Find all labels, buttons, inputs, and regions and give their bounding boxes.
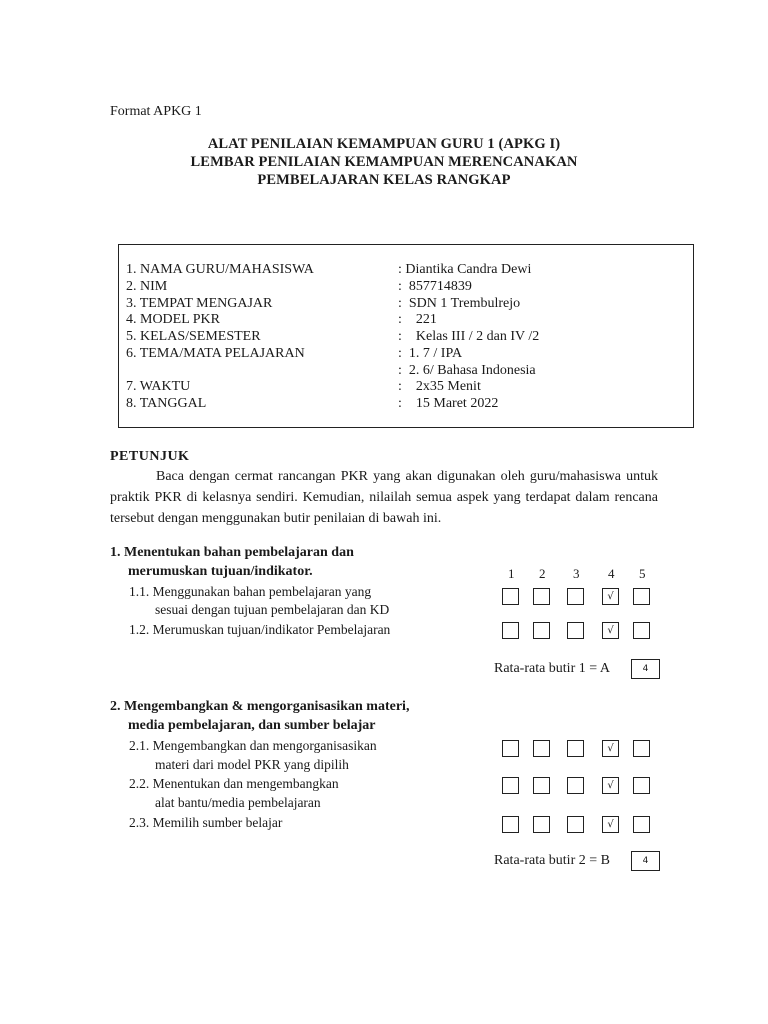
scale-label-1: 1 <box>508 566 515 581</box>
section-1-title-cont: merumuskan tujuan/indikator. <box>128 564 313 579</box>
score-checkbox-4-checked[interactable]: √ <box>602 740 619 757</box>
identity-value: : 221 <box>398 312 437 327</box>
identity-value: : Kelas III / 2 dan IV /2 <box>398 329 540 344</box>
score-checkbox-5[interactable] <box>633 816 650 833</box>
doc-title-line-3: PEMBELAJARAN KELAS RANGKAP <box>257 172 511 188</box>
identity-label: 7. WAKTU <box>126 379 191 394</box>
scale-label-5: 5 <box>639 566 646 581</box>
petunjuk-paragraph <box>110 466 658 529</box>
score-checkbox-1[interactable] <box>502 740 519 757</box>
identity-label: 4. MODEL PKR <box>126 312 220 327</box>
score-checkbox-3[interactable] <box>567 777 584 794</box>
score-checkbox-2[interactable] <box>533 777 550 794</box>
identity-value: : 857714839 <box>398 279 472 294</box>
identity-label: 3. TEMPAT MENGAJAR <box>126 296 273 311</box>
score-checkbox-3[interactable] <box>567 622 584 639</box>
format-label: Format APKG 1 <box>110 104 202 119</box>
score-checkbox-1[interactable] <box>502 622 519 639</box>
score-checkbox-4-checked[interactable]: √ <box>602 816 619 833</box>
item-1-1-text-cont: sesuai dengan tujuan pembelajaran dan KD <box>155 602 390 617</box>
score-checkbox-5[interactable] <box>633 588 650 605</box>
section-1-title: 1. Menentukan bahan pembelajaran dan <box>110 545 354 560</box>
identity-label: 5. KELAS/SEMESTER <box>126 329 261 344</box>
score-checkbox-5[interactable] <box>633 777 650 794</box>
section-2-title: 2. Mengembangkan & mengorganisasikan materi, <box>110 699 410 714</box>
score-checkbox-2[interactable] <box>533 740 550 757</box>
average-1-value: 4 <box>631 659 660 679</box>
score-checkbox-2[interactable] <box>533 588 550 605</box>
score-checkbox-5[interactable] <box>633 740 650 757</box>
petunjuk-text: Baca dengan cermat rancangan PKR yang akan digunakan oleh guru/mahasiswa untuk praktik PKR di kelasnya sendiri. Kemudian, nilailah semua aspek yang terdapat dalam rencana tersebut dengan menggunakan butir penilaian di bawah ini. <box>110 469 658 526</box>
item-2-1-text: 2.1. Mengembangkan dan mengorganisasikan <box>129 738 377 753</box>
item-1-2-text: 1.2. Merumuskan tujuan/indikator Pembelajaran <box>129 622 391 637</box>
score-checkbox-1[interactable] <box>502 777 519 794</box>
identity-value: : 15 Maret 2022 <box>398 396 499 411</box>
identity-value: : 2x35 Menit <box>398 379 481 394</box>
identity-value: : Diantika Candra Dewi <box>398 262 532 277</box>
petunjuk-title: PETUNJUK <box>110 449 190 464</box>
score-checkbox-4-checked[interactable]: √ <box>602 622 619 639</box>
identity-label: 6. TEMA/MATA PELAJARAN <box>126 346 305 361</box>
doc-title-line-2: LEMBAR PENILAIAN KEMAMPUAN MERENCANAKAN <box>190 154 578 170</box>
scale-label-3: 3 <box>573 566 580 581</box>
identity-label: 1. NAMA GURU/MAHASISWA <box>126 262 314 277</box>
score-checkbox-2[interactable] <box>533 816 550 833</box>
identity-box <box>118 244 694 428</box>
doc-title-line-1: ALAT PENILAIAN KEMAMPUAN GURU 1 (APKG I) <box>207 136 561 152</box>
section-2-title-cont: media pembelajaran, dan sumber belajar <box>128 718 376 733</box>
score-checkbox-3[interactable] <box>567 816 584 833</box>
scale-label-4: 4 <box>608 566 615 581</box>
score-checkbox-4-checked[interactable]: √ <box>602 588 619 605</box>
score-checkbox-2[interactable] <box>533 622 550 639</box>
identity-value: : 2. 6/ Bahasa Indonesia <box>398 363 536 378</box>
score-checkbox-5[interactable] <box>633 622 650 639</box>
scale-label-2: 2 <box>539 566 546 581</box>
score-checkbox-3[interactable] <box>567 588 584 605</box>
item-2-2-text: 2.2. Menentukan dan mengembangkan <box>129 776 339 791</box>
score-checkbox-3[interactable] <box>567 740 584 757</box>
score-checkbox-1[interactable] <box>502 816 519 833</box>
item-1-1-text: 1.1. Menggunakan bahan pembelajaran yang <box>129 584 372 599</box>
item-2-1-text-cont: materi dari model PKR yang dipilih <box>155 757 349 772</box>
item-2-2-text-cont: alat bantu/media pembelajaran <box>155 795 321 810</box>
identity-value: : SDN 1 Trembulrejo <box>398 296 521 311</box>
identity-label: 2. NIM <box>126 279 168 294</box>
score-checkbox-1[interactable] <box>502 588 519 605</box>
score-checkbox-4-checked[interactable]: √ <box>602 777 619 794</box>
identity-label: 8. TANGGAL <box>126 396 207 411</box>
average-2-value: 4 <box>631 851 660 871</box>
average-2-label: Rata-rata butir 2 = B <box>494 853 610 868</box>
average-1-label: Rata-rata butir 1 = A <box>494 661 610 676</box>
identity-value: : 1. 7 / IPA <box>398 346 463 361</box>
item-2-3-text: 2.3. Memilih sumber belajar <box>129 815 283 830</box>
